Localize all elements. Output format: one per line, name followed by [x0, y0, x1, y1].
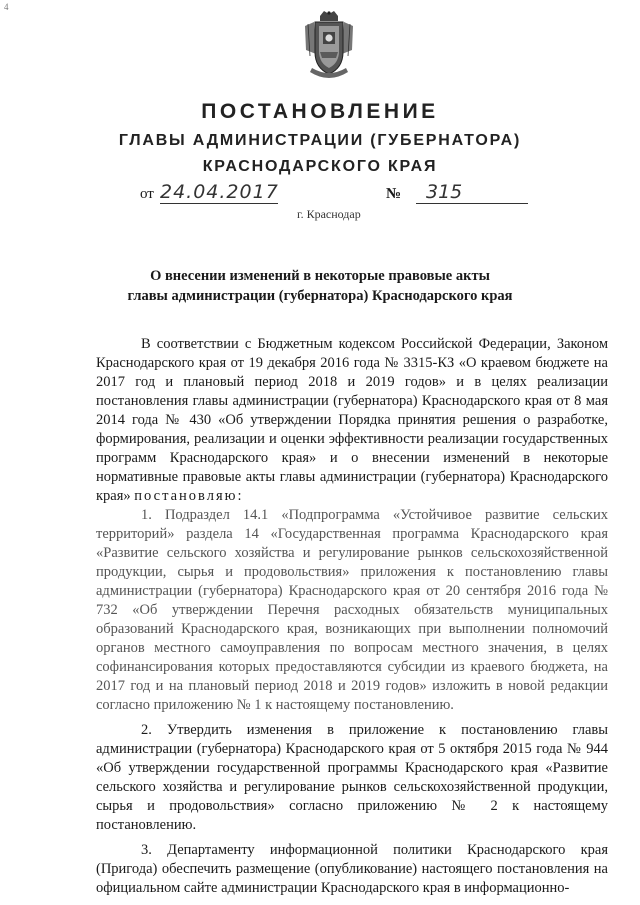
item-3-paragraph: 3. Департаменту информационной политики Краснодарского края (Пригода) обеспечить размещение (опубликование) настоящего постановления на официальном сайте администрации Краснодарского края в информационно-	[96, 842, 608, 896]
coat-of-arms-emblem	[302, 10, 356, 84]
item-1-paragraph: 1. Подраздел 14.1 «Подпрограмма «Устойчивое развитие сельских территорий» раздела 14 «Государственная программа Краснодарского края «Развитие сельского хозяйства и регулирование рынков сельскохозяйственной продукции, сырья и продовольствия» приложения к постановлению главы администрации (губернатора) Краснодарского края от 20 сентября 2016 года № 732 «Об утверждении Перечня расходных обязательств муниципальных образований Краснодарского края, возникающих при выполнении полномочий органов местного самоуправления по вопросам местного значения, в целях софинансирования которых предоставляются субсидии из краевого бюджета, на 2017 год и на плановый период 2018 и 2019 годов» изложить в новой редакции согласно приложению № 1 к настоящему постановлению.	[96, 507, 608, 713]
corner-mark: 4	[4, 2, 9, 12]
date-prefix: от	[140, 186, 154, 202]
document-type-heading: ПОСТАНОВЛЕНИЕ	[201, 100, 439, 123]
issuer-heading: ГЛАВЫ АДМИНИСТРАЦИИ (ГУБЕРНАТОРА)	[118, 132, 522, 149]
item-2-paragraph: 2. Утвердить изменения в приложение к постановлению главы администрации (губернатора) Краснодарского края от 5 октября 2015 года № 944 «Об утверждении государственной программы Краснодарского края «Развитие сельского хозяйства и регулирование рынков сельскохозяйственной продукции, сырья и продовольствия» согласно приложению № 2 к настоящему постановлению.	[96, 722, 608, 833]
document-number: 315	[416, 181, 528, 204]
title-line-2: главы администрации (губернатора) Краснодарского края	[127, 288, 513, 304]
title-line-1: О внесении изменений в некоторые правовые акты	[150, 268, 490, 284]
city-label: г. Краснодар	[297, 207, 361, 221]
intro-paragraph	[96, 335, 608, 506]
document-body	[96, 335, 608, 898]
document-date: 24.04.2017	[160, 181, 279, 203]
date-number-row	[140, 183, 530, 207]
resolve-word: постановляю:	[134, 488, 244, 504]
number-sign: №	[386, 186, 402, 202]
intro-text: В соответствии с Бюджетным кодексом Российской Федерации, Законом Краснодарского края от 19 декабря 2016 года № 3315-КЗ «О краевом бюджете на 2017 год и плановый период 2018 и 2019 годов» и в целях реализации постановления главы администрации (губернатора) Краснодарского края от 8 мая 2014 года № 430 «Об утверждении Порядка принятия решения о разработке, формирования, реализации и оценки эффективности реализации государственных программ Краснодарского края» и о внесении изменений в некоторые нормативные правовые акты главы администрации (губернатора) Краснодарского края»	[96, 336, 608, 504]
document-title	[0, 266, 640, 306]
region-heading: КРАСНОДАРСКОГО КРАЯ	[202, 158, 438, 175]
